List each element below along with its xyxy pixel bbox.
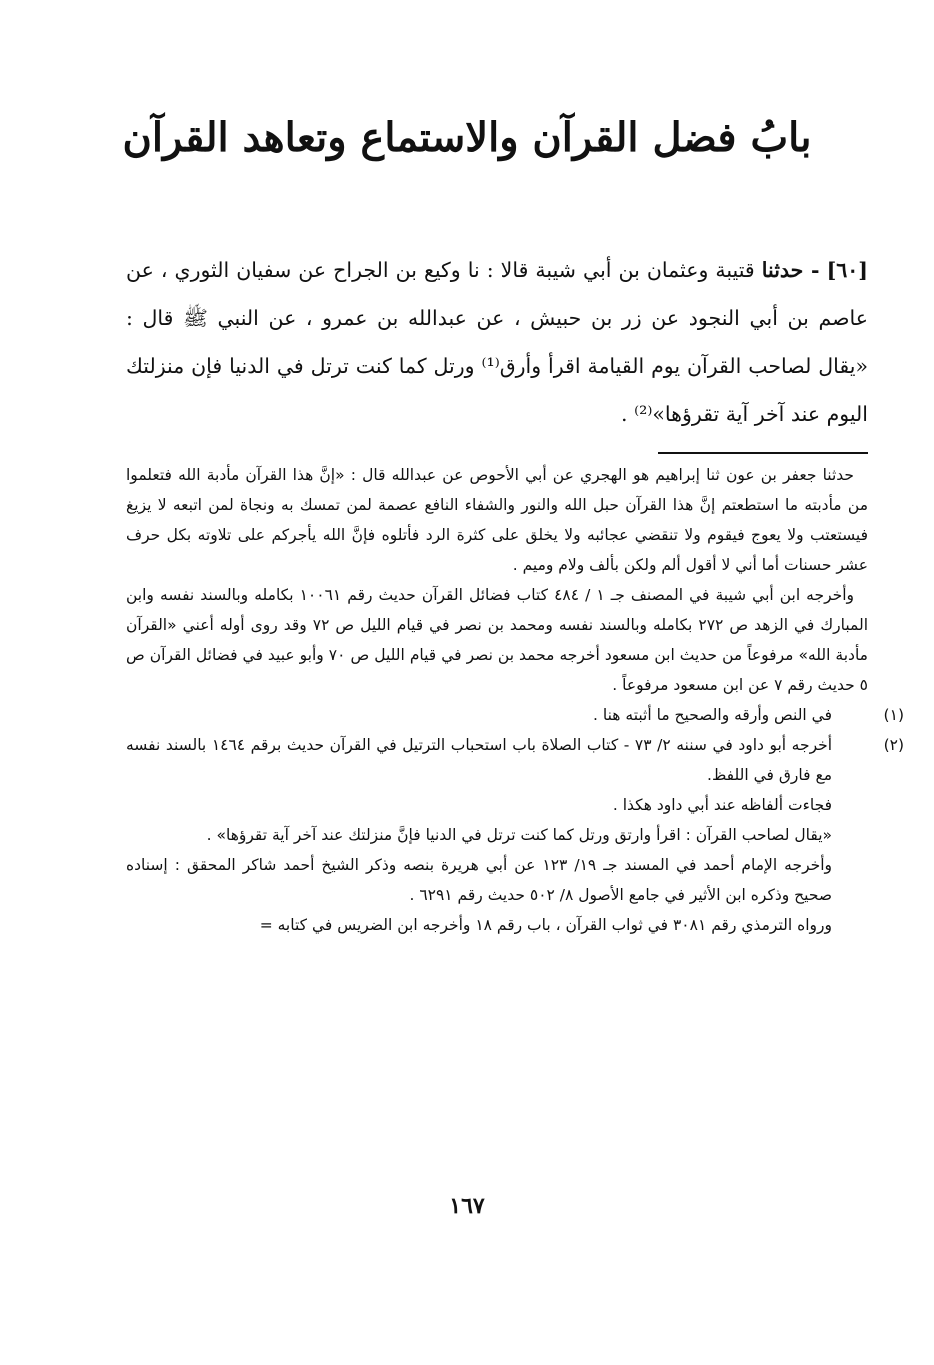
footnotes	[126, 460, 905, 940]
hadith-text	[126, 246, 868, 438]
footnote-2-number: (٢)	[883, 736, 905, 754]
footnote-2-line-2: فجاءت ألفاظه عند أبي داود هكذا .	[612, 796, 832, 814]
footnote-2	[126, 730, 905, 790]
hadith-body: قتيبة وعثمان بن أبي شيبة قالا : نا وكيع بن الجراح عن سفيان الثوري ، عن عاصم بن أبي النجود عن زر بن حبيش ، عن عبدالله بن عمرو ، عن النبي ﷺ قال : «يقال لصاحب القرآن يوم القيامة اقرأ وأرق⁽¹⁾ ورتل كما كنت ترتل في الدنيا فإن منزلتك اليوم عند آخر آية تقرؤها»⁽²⁾ .	[126, 258, 868, 426]
footnote-1-text: في النص وأرقه والصحيح ما أثبته هنا .	[593, 706, 832, 724]
hadith-number: [٦٠]	[826, 258, 868, 282]
footnote-divider	[658, 452, 868, 454]
page-number: ١٦٧	[449, 1193, 485, 1219]
footnote-1-number: (١)	[883, 706, 904, 724]
footnote-2-tirmidhi: ورواه الترمذي رقم ٣٠٨١ في ثواب القرآن ، باب رقم ١٨ وأخرجه ابن الضريس في كتابه =	[259, 916, 832, 934]
footnote-2-ahmad: وأخرجه الإمام أحمد في المسند جـ ١٩/ ١٢٣ عن أبي هريرة بنصه وذكر الشيخ أحمد شاكر المحقق : إسناده صحيح وذكره ابن الأثير في جامع الأصول ٨/ ٥٠٢ حديث رقم ٦٢٩١ .	[126, 856, 832, 904]
footnote-1	[126, 700, 904, 730]
footnote-continuation-2: وأخرجه ابن أبي شيبة في المصنف جـ ١ / ٤٨٤ كتاب فضائل القرآن حديث رقم ١٠٠٦١ بكامله وبالسند نفسه وابن المبارك في الزهد ص ٢٧٢ بكامله وبالسند نفسه ومحمد بن نصر في قيام الليل ص ٧٢ وقد روى أوله أعني «القرآن مأدبة الله» مرفوعاً من حديث ابن مسعود أخرجه محمد بن نصر في قيام الليل ص ٧٠ وأبو عبيد في فضائل القرآن ص ٥ حديث رقم ٧ عن ابن مسعود مرفوعاً .	[126, 586, 868, 694]
footnote-2-text: أخرجه أبو داود في سننه ٢/ ٧٣ - كتاب الصلاة باب استحباب الترتيل في القرآن حديث برقم ١٤٦٤ بالسند نفسه مع فارق في اللفظ.	[126, 736, 833, 784]
chapter-title: بابُ فضل القرآن والاستماع وتعاهد القرآن	[122, 114, 812, 161]
footnote-continuation-1: حدثنا جعفر بن عون ثنا إبراهيم هو الهجري عن أبي الأحوص عن عبدالله قال : «إنَّ هذا القرآن مأدبة الله فتعلموا من مأدبته ما استطعتم إنَّ هذا القرآن حبل الله والنور والشفاء النافع عصمة لمن تمسك به ونجاة لمن اتبعه لا يزيغ فيستعتب ولا يعوج فيقوم ولا تنقضي عجائبه ولا يخلق على كثرة الرد فأتلوه فإنَّ الله يأجركم على تلاوته بكل حرف عشر حسنات أما أني لا أقول ألم ولكن بألف ولام وميم .	[126, 466, 868, 574]
footnote-2-quote: «يقال لصاحب القرآن : اقرأ وارتق ورتل كما كنت ترتل في الدنيا فإنَّ منزلتك عند آخر آية تقرؤها» .	[206, 826, 832, 844]
hadith-lead: - حدثنا	[761, 258, 820, 282]
